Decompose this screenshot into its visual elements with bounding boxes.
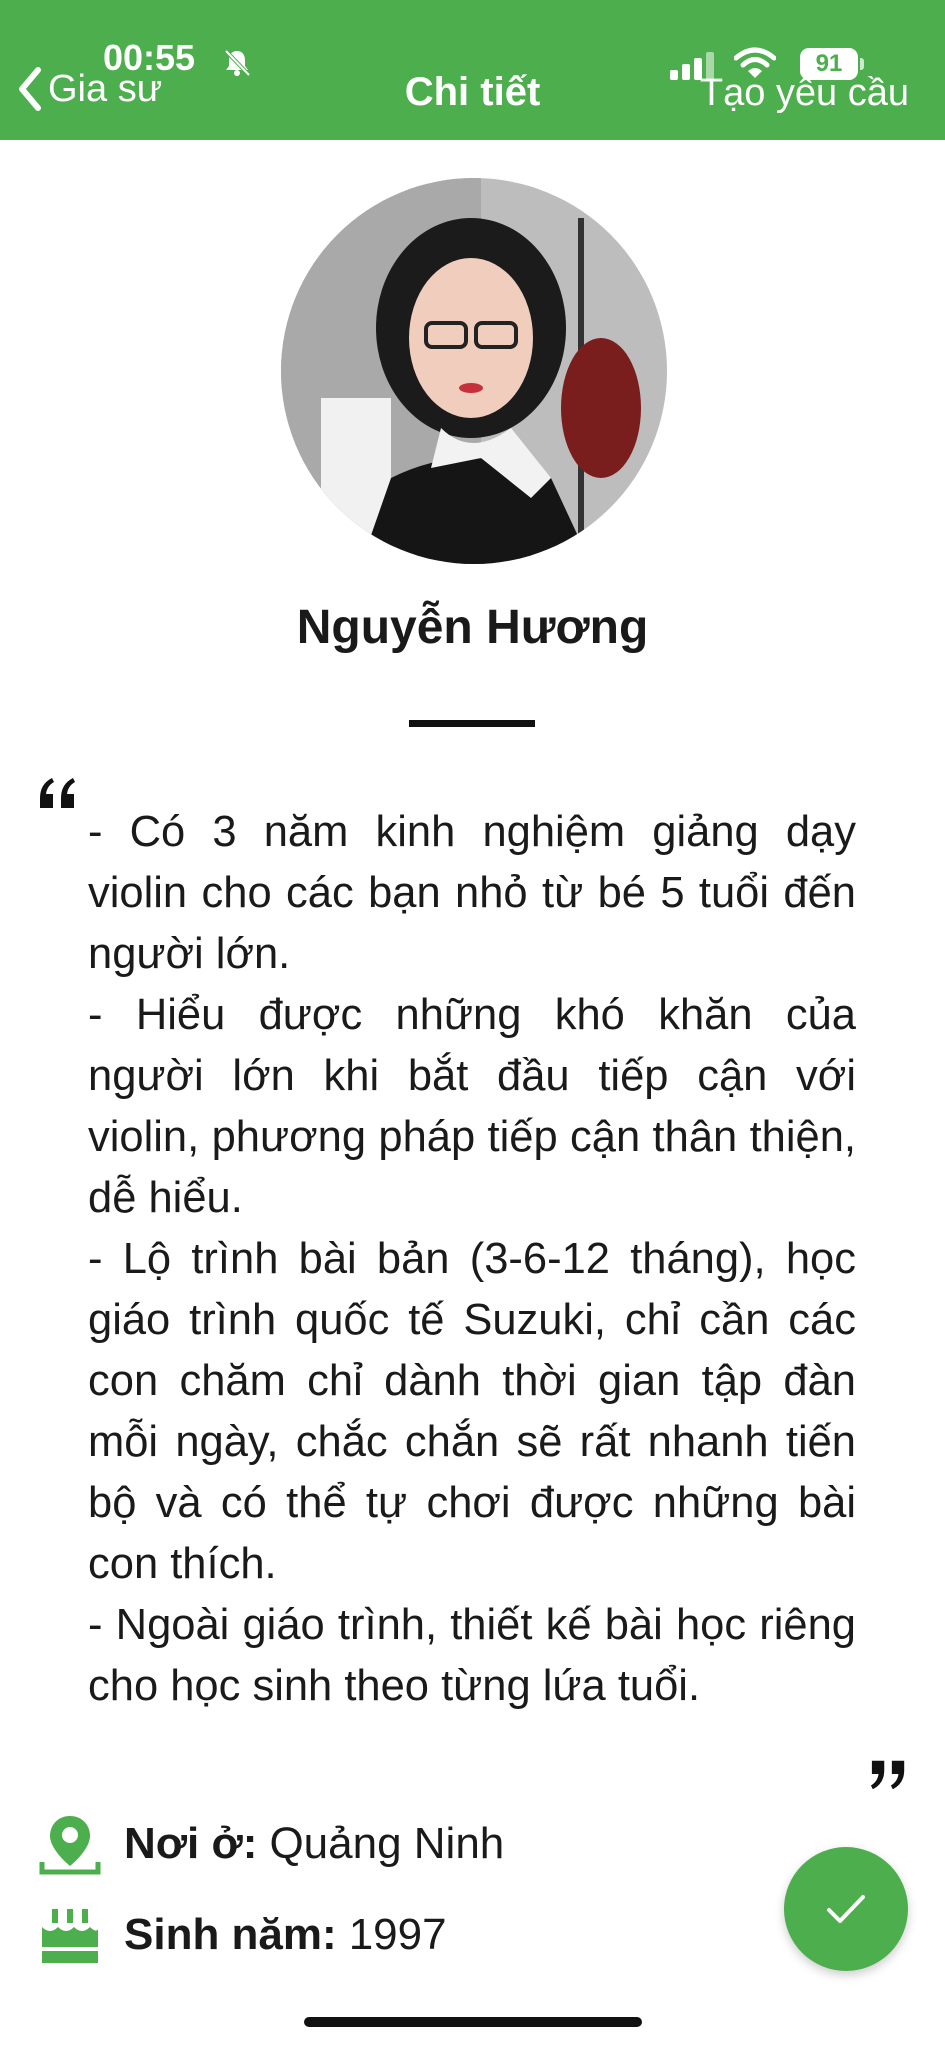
birthday-cake-icon	[38, 1903, 102, 1967]
bio-paragraph: - Hiểu được những khó khăn của người lớn khi bắt đầu tiếp cận với violin, phương pháp tiếp cận thân thiện, dễ hiểu.	[88, 991, 856, 1222]
checkmark-icon	[825, 1892, 867, 1926]
battery-tip	[860, 58, 864, 70]
home-indicator[interactable]	[304, 2017, 642, 2027]
location-value: Quảng Ninh	[269, 1819, 505, 1868]
bio-paragraph: - Lộ trình bài bản (3-6-12 tháng), học giáo trình quốc tế Suzuki, chỉ cần các con chăm chỉ dành thời gian tập đàn mỗi ngày, chắc chắn sẽ rất nhanh tiến bộ và có thể tự chơi được những bài con thích.	[88, 1235, 856, 1588]
app-header	[0, 0, 945, 140]
confirm-button[interactable]	[784, 1847, 908, 1971]
back-label: Gia sư	[48, 67, 163, 110]
tutor-bio	[88, 802, 856, 1717]
quote-close-icon	[870, 1758, 908, 1792]
birth-year-value: 1997	[348, 1910, 447, 1959]
battery-indicator: 91	[800, 48, 858, 80]
bio-paragraph: - Có 3 năm kinh nghiệm giảng dạy violin cho các bạn nhỏ từ bé 5 tuổi đến người lớn.	[88, 808, 856, 978]
divider	[409, 720, 535, 727]
quote-open-icon	[36, 776, 76, 810]
bio-paragraph: - Ngoài giáo trình, thiết kế bài học riêng cho học sinh theo từng lứa tuổi.	[88, 1601, 856, 1710]
birth-year-label: Sinh năm:	[124, 1910, 337, 1959]
create-request-button[interactable]: Tạo yêu cầu	[699, 72, 909, 114]
page-title: Chi tiết	[404, 70, 541, 114]
location-pin-icon	[38, 1812, 102, 1876]
tutor-avatar	[281, 178, 667, 564]
status-time: 00:55	[103, 37, 196, 78]
location-label: Nơi ở:	[124, 1819, 258, 1868]
tutor-name: Nguyễn Hương	[296, 601, 649, 654]
avatar-photo	[281, 178, 667, 564]
location-row	[38, 1812, 504, 1876]
birth-year-row	[38, 1903, 447, 1967]
